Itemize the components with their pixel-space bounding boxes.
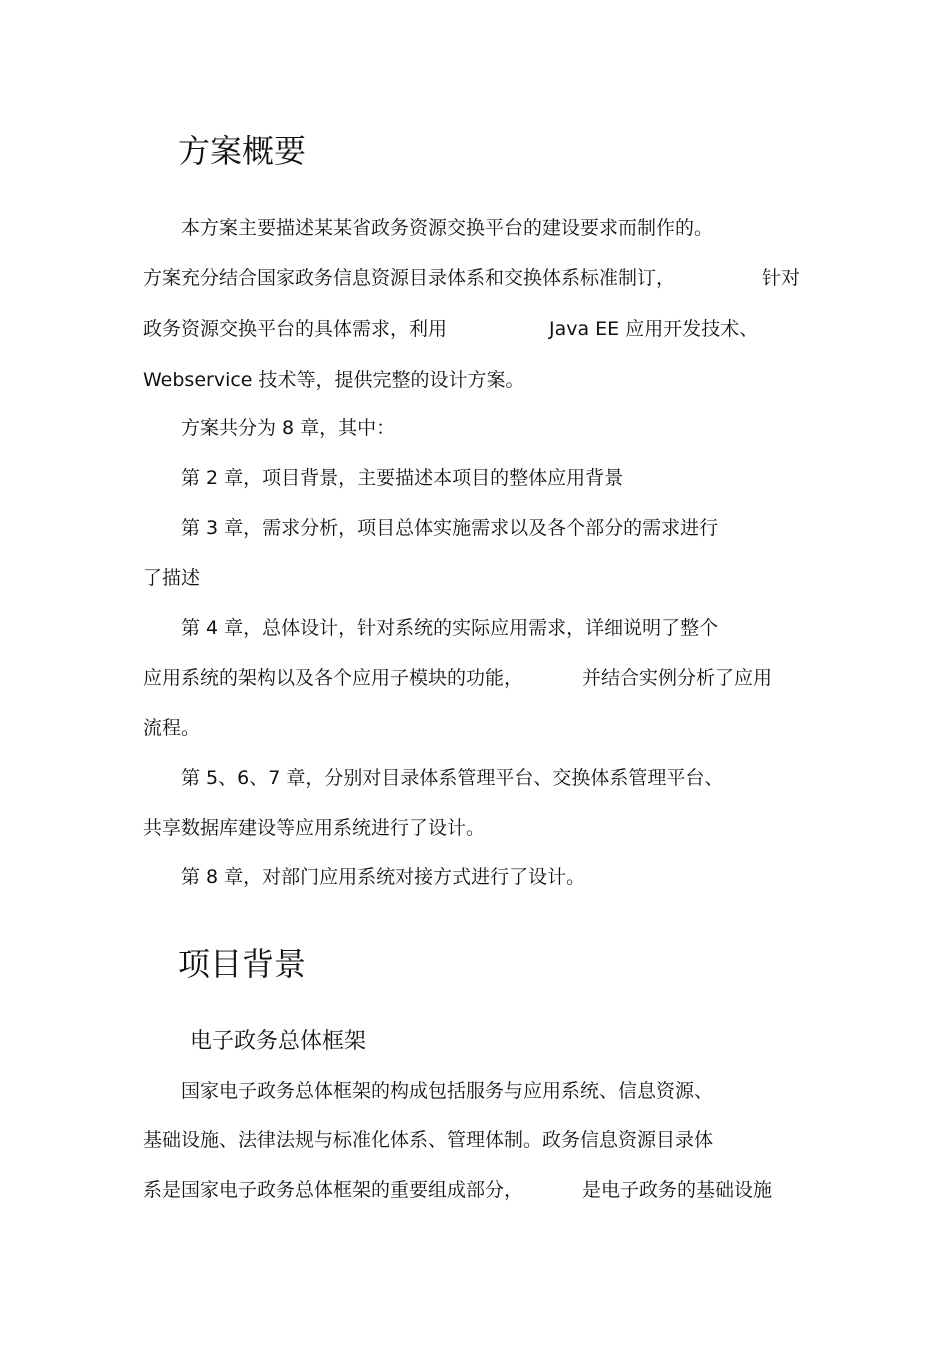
section-heading-overview: 方案概要	[178, 132, 307, 170]
line-segment: 系是国家电子政务总体框架的重要组成部分，	[143, 1179, 524, 1201]
line-segment: 是电子政务的基础设施	[582, 1179, 773, 1201]
line-segment: 应用系统的架构以及各个应用子模块的功能，	[143, 667, 524, 689]
chapter-line: 第 3 章，需求分析，项目总体实施需求以及各个部分的需求进行	[181, 517, 719, 539]
paragraph-line: 国家电子政务总体框架的构成包括服务与应用系统、信息资源、	[181, 1080, 714, 1102]
line-segment: 针对	[762, 267, 801, 289]
chapter-line: 第 2 章，项目背景，主要描述本项目的整体应用背景	[181, 467, 624, 489]
paragraph-line: 共享数据库建设等应用系统进行了设计。	[143, 817, 486, 839]
line-segment: 并结合实例分析了应用	[582, 667, 773, 689]
paragraph-line: 了描述	[143, 567, 201, 589]
subsection-heading: 电子政务总体框架	[190, 1029, 367, 1054]
line-segment: 政务资源交换平台的具体需求，利用	[143, 318, 448, 340]
chapter-line: 第 5、6、7 章，分别对目录体系管理平台、交换体系管理平台、	[181, 767, 724, 789]
paragraph-line: Webservice 技术等，提供完整的设计方案。	[143, 369, 525, 391]
section-heading-background: 项目背景	[178, 945, 307, 983]
chapter-line: 第 8 章，对部门应用系统对接方式进行了设计。	[181, 866, 586, 888]
paragraph-line: 方案共分为 8 章，其中：	[181, 417, 396, 439]
line-segment: Java EE 应用开发技术、	[549, 318, 759, 340]
paragraph-line: 流程。	[143, 717, 201, 739]
paragraph-line: 本方案主要描述某某省政务资源交换平台的建设要求而制作的。	[181, 217, 714, 239]
paragraph-line: 基础设施、法律法规与标准化体系、管理体制。政务信息资源目录体	[143, 1129, 714, 1151]
line-segment: 方案充分结合国家政务信息资源目录体系和交换体系标准制订，	[143, 267, 676, 289]
chapter-line: 第 4 章，总体设计，针对系统的实际应用需求，详细说明了整个	[181, 617, 719, 639]
